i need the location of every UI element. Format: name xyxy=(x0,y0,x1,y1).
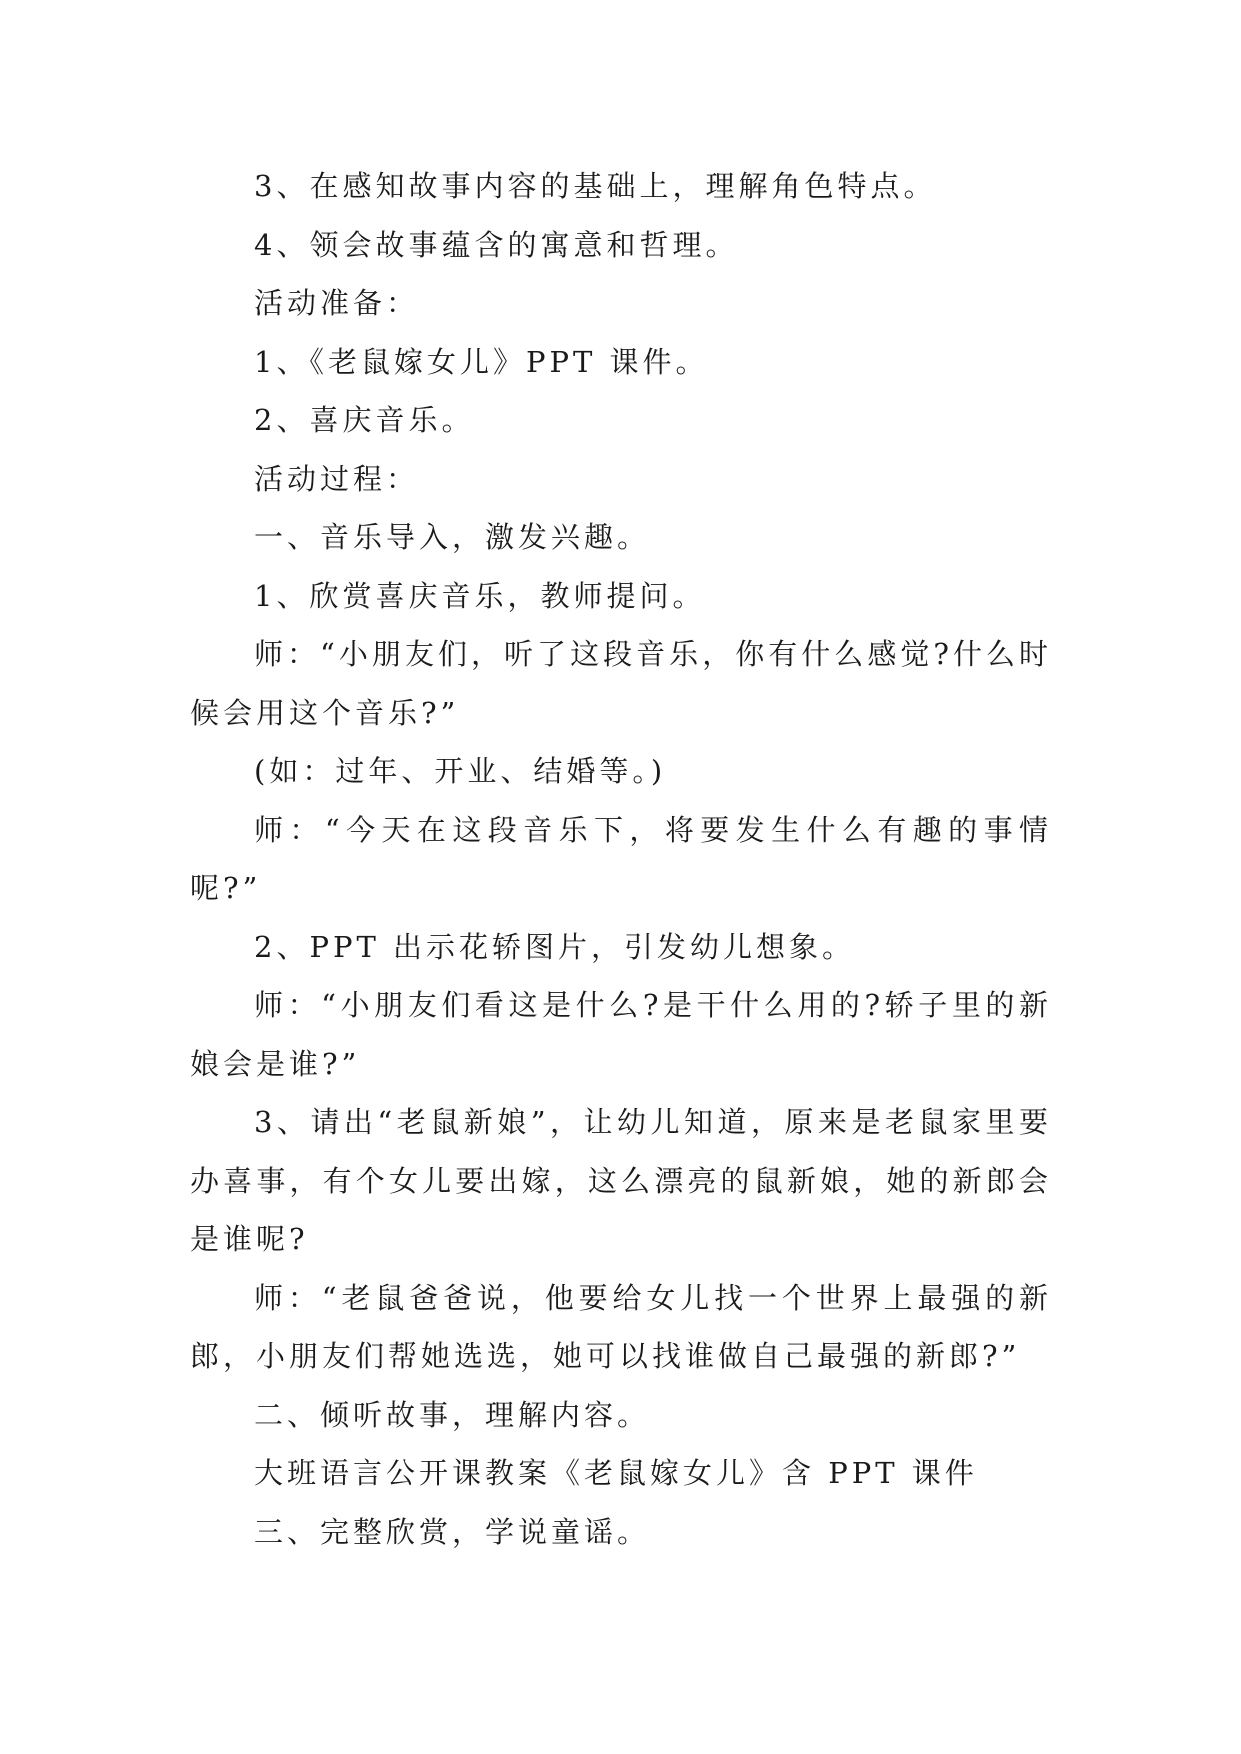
step-1-3: 3、请出“老鼠新娘”，让幼儿知道，原来是老鼠家里要办喜事，有个女儿要出嫁，这么漂亮的鼠新娘，她的新郎会是谁呢? xyxy=(190,1105,1052,1256)
section-2-heading: 二、倾听故事，理解内容。 xyxy=(254,1397,651,1432)
objective-4: 4、领会故事蕴含的寓意和哲理。 xyxy=(254,227,739,262)
heading-activity-preparation: 活动准备： xyxy=(254,286,420,320)
teacher-question-2: 师：“今天在这段音乐下，将要发生什么有趣的事情呢?” xyxy=(190,812,1052,905)
teacher-question-4: 师：“老鼠爸爸说，他要给女儿找一个世界上最强的新郎，小朋友们帮她选选，她可以找谁做自己最强的新郎?” xyxy=(190,1280,1052,1373)
section-1-heading: 一、音乐导入，激发兴趣。 xyxy=(254,520,651,554)
document-title-line: 大班语言公开课教案《老鼠嫁女儿》含 PPT 课件 xyxy=(254,1456,978,1490)
section-3-heading: 三、完整欣赏，学说童谣。 xyxy=(254,1514,651,1549)
teacher-question-3: 师：“小朋友们看这是什么?是干什么用的?轿子里的新娘会是谁?” xyxy=(190,988,1052,1081)
teacher-question-1: 师：“小朋友们，听了这段音乐，你有什么感觉?什么时候会用这个音乐?” xyxy=(190,637,1052,730)
step-1-1: 1、欣赏喜庆音乐，教师提问。 xyxy=(254,578,706,613)
document-body xyxy=(190,157,1052,1561)
objective-3: 3、在感知故事内容的基础上，理解角色特点。 xyxy=(254,169,937,203)
heading-activity-process: 活动过程： xyxy=(254,461,420,496)
example-note: (如：过年、开业、结婚等。) xyxy=(254,754,667,788)
preparation-2: 2、喜庆音乐。 xyxy=(254,403,475,437)
step-1-2: 2、PPT 出示花轿图片，引发幼儿想象。 xyxy=(254,929,856,964)
preparation-1: 1、《老鼠嫁女儿》PPT 课件。 xyxy=(254,344,709,379)
